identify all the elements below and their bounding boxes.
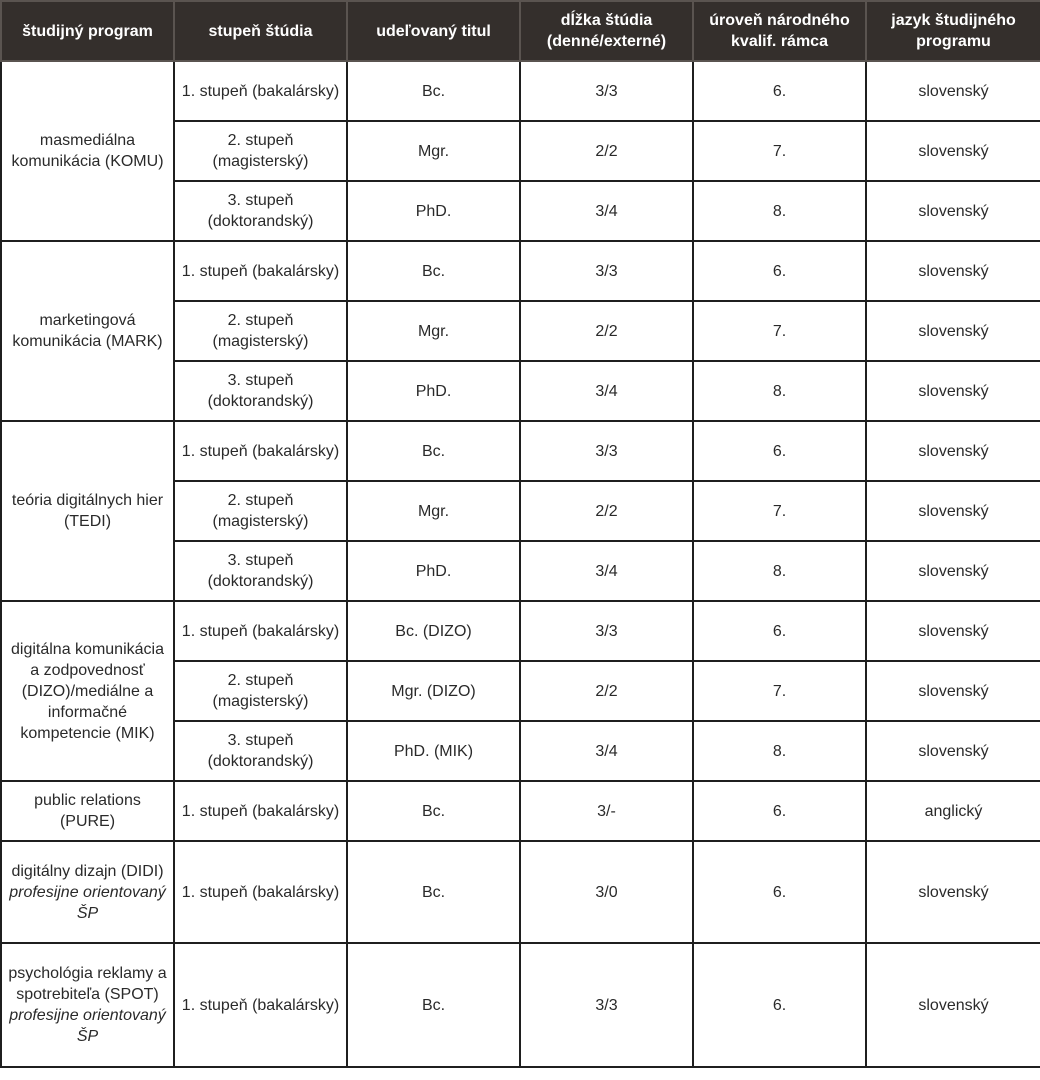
language-cell: slovenský	[866, 61, 1040, 121]
title-cell: PhD.	[347, 361, 520, 421]
length-cell: 3/4	[520, 361, 693, 421]
table-row	[1, 841, 1040, 943]
header-title: udeľovaný titul	[347, 1, 520, 61]
table-row	[1, 781, 1040, 841]
level-cell: 7.	[693, 481, 866, 541]
program-cell	[1, 421, 174, 601]
table-body	[1, 61, 1040, 1067]
degree-cell: 1. stupeň (bakalársky)	[174, 241, 347, 301]
length-cell: 3/4	[520, 721, 693, 781]
title-cell: Bc.	[347, 61, 520, 121]
program-note: profesijne orientovaný ŠP	[9, 1007, 166, 1045]
language-cell: slovenský	[866, 241, 1040, 301]
title-cell: PhD. (MIK)	[347, 721, 520, 781]
language-cell: slovenský	[866, 841, 1040, 943]
table-row	[1, 943, 1040, 1067]
language-cell: anglický	[866, 781, 1040, 841]
language-cell: slovenský	[866, 943, 1040, 1067]
length-cell: 2/2	[520, 661, 693, 721]
level-cell: 6.	[693, 943, 866, 1067]
program-cell	[1, 241, 174, 421]
table-row	[1, 61, 1040, 121]
degree-cell: 1. stupeň (bakalársky)	[174, 421, 347, 481]
length-cell: 3/3	[520, 241, 693, 301]
language-cell: slovenský	[866, 361, 1040, 421]
title-cell: Bc.	[347, 943, 520, 1067]
length-cell: 3/0	[520, 841, 693, 943]
degree-cell: 1. stupeň (bakalársky)	[174, 781, 347, 841]
length-cell: 2/2	[520, 121, 693, 181]
degree-cell: 3. stupeň (doktorandský)	[174, 721, 347, 781]
title-cell: PhD.	[347, 541, 520, 601]
level-cell: 8.	[693, 541, 866, 601]
program-name: masmediálna komunikácia (KOMU)	[11, 132, 164, 170]
degree-cell: 2. stupeň (magisterský)	[174, 301, 347, 361]
level-cell: 8.	[693, 721, 866, 781]
length-cell: 3/3	[520, 601, 693, 661]
title-cell: Mgr.	[347, 121, 520, 181]
length-cell: 2/2	[520, 481, 693, 541]
program-name: marketingová komunikácia (MARK)	[12, 312, 163, 350]
header-length: dĺžka štúdia (denné/externé)	[520, 1, 693, 61]
program-name: public relations (PURE)	[34, 792, 141, 830]
language-cell: slovenský	[866, 121, 1040, 181]
degree-cell: 2. stupeň (magisterský)	[174, 481, 347, 541]
degree-cell: 1. stupeň (bakalársky)	[174, 943, 347, 1067]
degree-cell: 1. stupeň (bakalársky)	[174, 601, 347, 661]
degree-cell: 3. stupeň (doktorandský)	[174, 361, 347, 421]
length-cell: 3/-	[520, 781, 693, 841]
program-name: digitálny dizajn (DIDI)	[11, 862, 164, 880]
program-cell	[1, 943, 174, 1067]
language-cell: slovenský	[866, 721, 1040, 781]
degree-cell: 1. stupeň (bakalársky)	[174, 841, 347, 943]
level-cell: 6.	[693, 781, 866, 841]
level-cell: 6.	[693, 421, 866, 481]
title-cell: Bc.	[347, 421, 520, 481]
level-cell: 6.	[693, 841, 866, 943]
language-cell: slovenský	[866, 301, 1040, 361]
program-name: psychológia reklamy a spotrebiteľa (SPOT)	[8, 965, 167, 1003]
header-study-program: študijný program	[1, 1, 174, 61]
program-cell	[1, 61, 174, 241]
length-cell: 3/4	[520, 181, 693, 241]
length-cell: 3/3	[520, 61, 693, 121]
degree-cell: 2. stupeň (magisterský)	[174, 121, 347, 181]
level-cell: 6.	[693, 601, 866, 661]
degree-cell: 3. stupeň (doktorandský)	[174, 541, 347, 601]
length-cell: 3/3	[520, 943, 693, 1067]
title-cell: Mgr.	[347, 301, 520, 361]
language-cell: slovenský	[866, 601, 1040, 661]
level-cell: 7.	[693, 301, 866, 361]
language-cell: slovenský	[866, 661, 1040, 721]
header-language: jazyk študijného programu	[866, 1, 1040, 61]
title-cell: Bc.	[347, 841, 520, 943]
title-cell: Bc.	[347, 781, 520, 841]
degree-cell: 1. stupeň (bakalársky)	[174, 61, 347, 121]
language-cell: slovenský	[866, 481, 1040, 541]
language-cell: slovenský	[866, 421, 1040, 481]
title-cell: Mgr.	[347, 481, 520, 541]
level-cell: 8.	[693, 361, 866, 421]
length-cell: 3/4	[520, 541, 693, 601]
table-header	[1, 1, 1040, 61]
level-cell: 6.	[693, 241, 866, 301]
title-cell: Bc.	[347, 241, 520, 301]
degree-cell: 3. stupeň (doktorandský)	[174, 181, 347, 241]
language-cell: slovenský	[866, 181, 1040, 241]
header-row	[1, 1, 1040, 61]
degree-cell: 2. stupeň (magisterský)	[174, 661, 347, 721]
length-cell: 2/2	[520, 301, 693, 361]
level-cell: 7.	[693, 661, 866, 721]
title-cell: Bc. (DIZO)	[347, 601, 520, 661]
level-cell: 8.	[693, 181, 866, 241]
table-row	[1, 241, 1040, 301]
table-row	[1, 601, 1040, 661]
program-name: teória digitálnych hier (TEDI)	[11, 492, 164, 530]
language-cell: slovenský	[866, 541, 1040, 601]
program-cell	[1, 601, 174, 781]
program-name: digitálna komunikácia a zodpovednosť (DIZO)/mediálne a informačné kompetencie (MIK)	[11, 640, 164, 742]
table-row	[1, 421, 1040, 481]
title-cell: PhD.	[347, 181, 520, 241]
program-cell	[1, 781, 174, 841]
length-cell: 3/3	[520, 421, 693, 481]
program-cell	[1, 841, 174, 943]
header-qualification-level: úroveň národného kvalif. rámca	[693, 1, 866, 61]
header-degree: stupeň štúdia	[174, 1, 347, 61]
program-note: profesijne orientovaný ŠP	[9, 883, 166, 922]
title-cell: Mgr. (DIZO)	[347, 661, 520, 721]
level-cell: 6.	[693, 61, 866, 121]
level-cell: 7.	[693, 121, 866, 181]
